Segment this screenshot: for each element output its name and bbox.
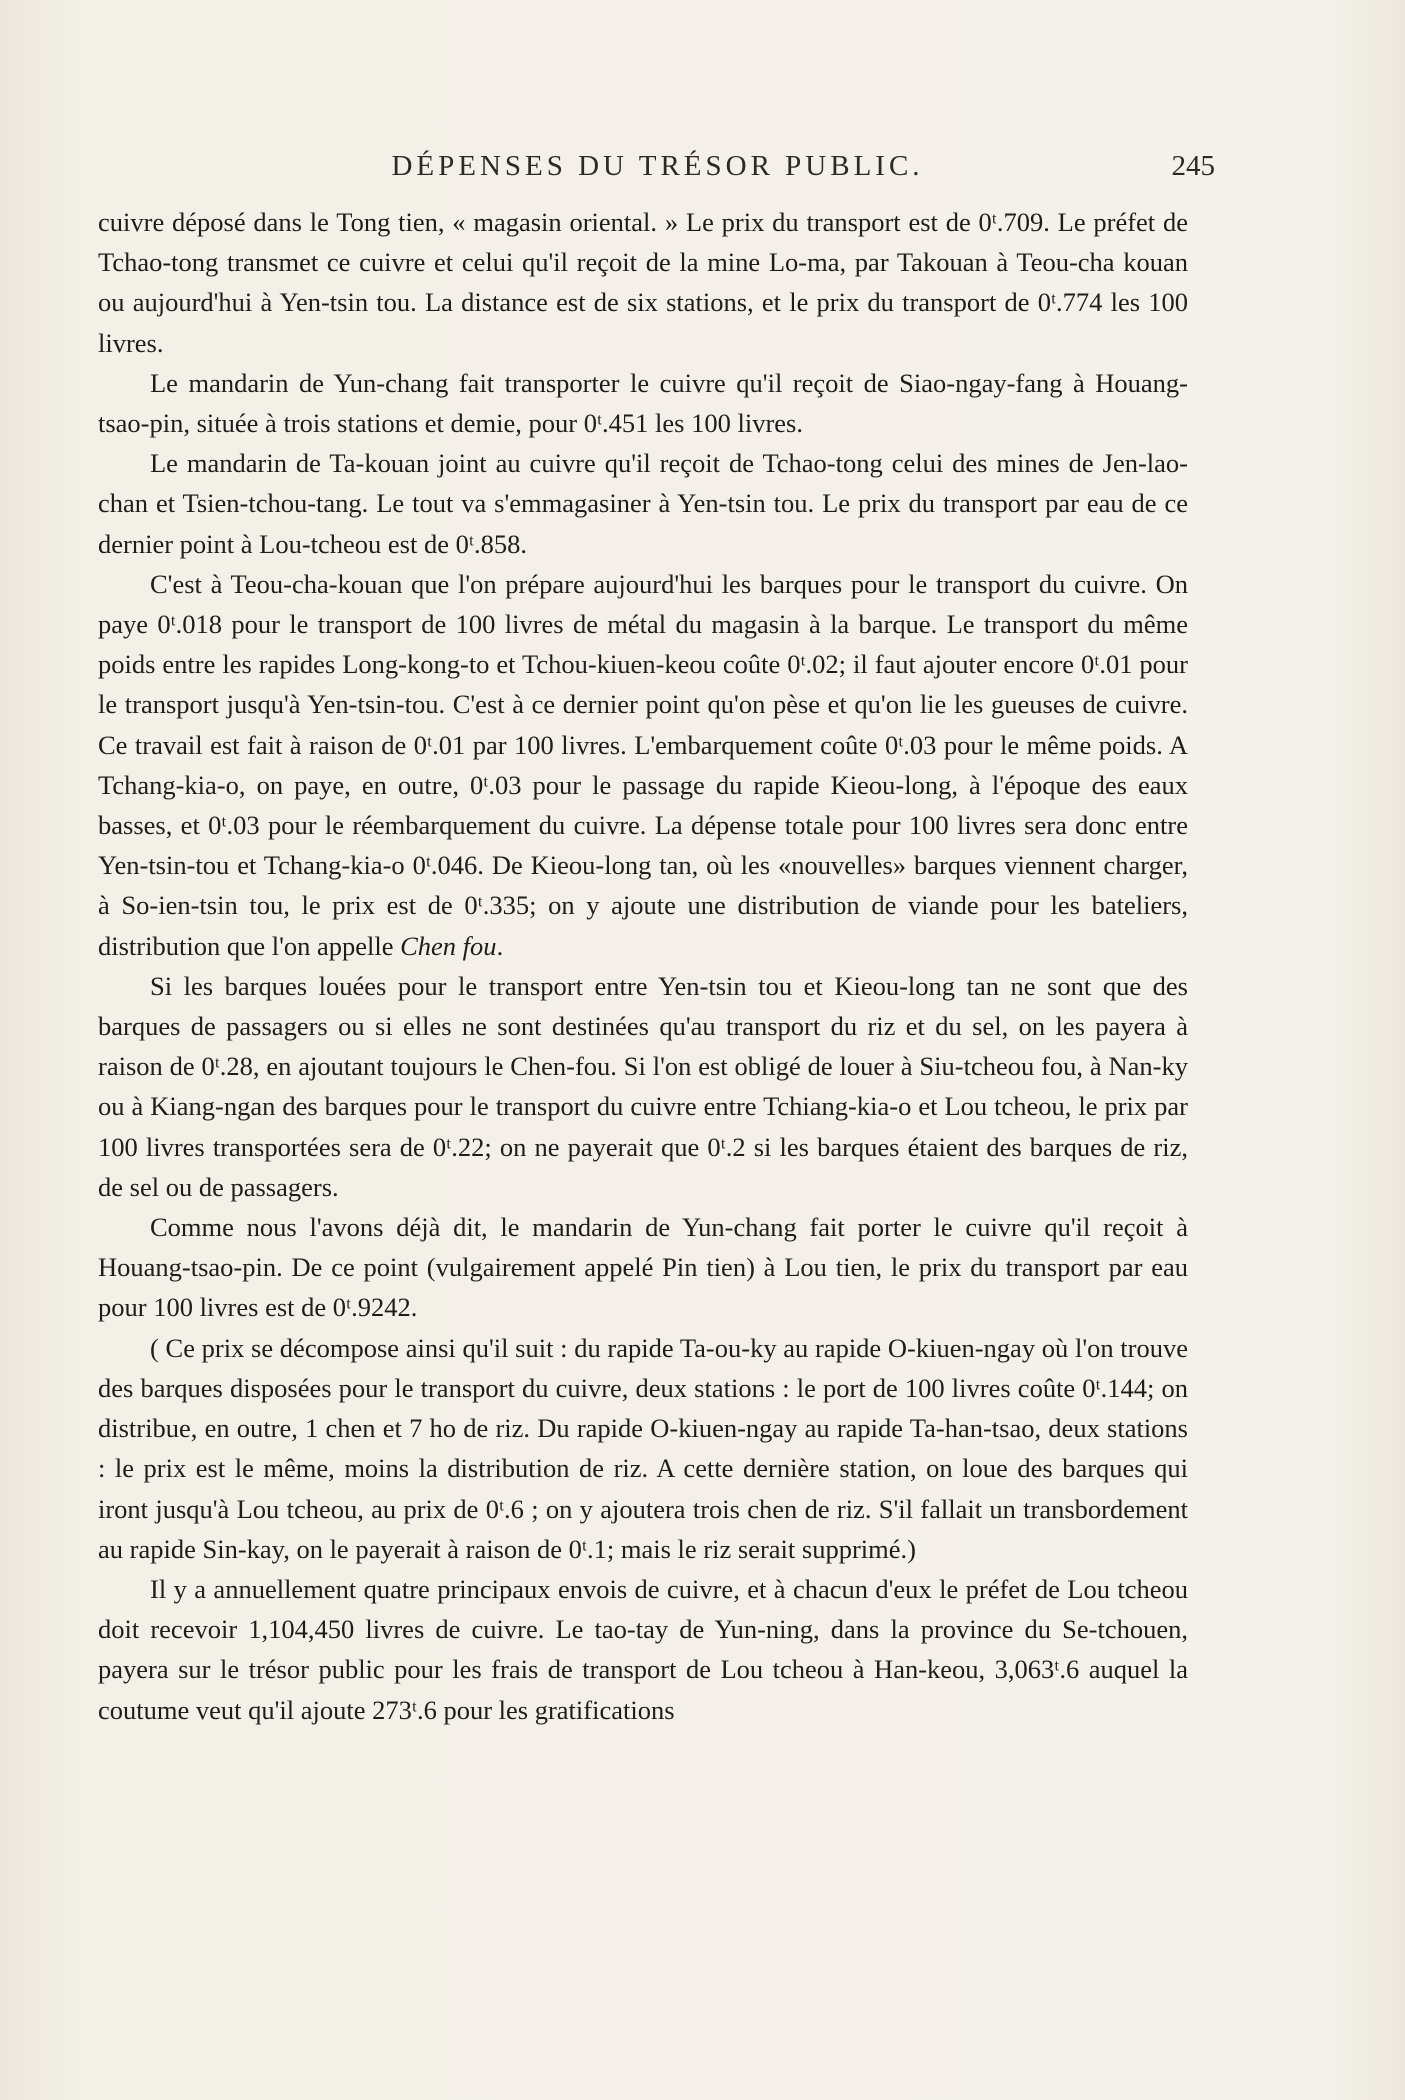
paragraph-4 [98, 564, 1188, 966]
body-text [98, 202, 1188, 1730]
page-number: 245 [1171, 150, 1215, 182]
paragraph-7: ( Ce prix se décompose ainsi qu'il suit : du rapide Ta-ou-ky au rapide O-kiuen-ngay où l'on trouve des barques disposées pour le transport du cuivre, deux stations : le port de 100 livres coûte 0ᵗ.144; on distribue, en outre, 1 chen et 7 ho de riz. Du rapide O-kiuen-ngay au rapide Ta-han-tsao, deux stations : le prix est le même, moins la distribution de riz. A cette dernière station, on loue des barques qui iront jusqu'à Lou tcheou, au prix de 0ᵗ.6 ; on y ajoutera trois chen de riz. S'il fallait un transbordement au rapide Sin-kay, on le payerait à raison de 0ᵗ.1; mais le riz serait supprimé.) [98, 1332, 1188, 1564]
paragraph-4-text: C'est à Teou-cha-kouan que l'on prépare aujourd'hui les barques pour le transport du cuivre. On paye 0ᵗ.018 pour le transport de 100 livres de métal du magasin à la barque. Le transport du même poids entre les rapides Long-kong-to et Tchou-kiuen-keou coûte 0ᵗ.02; il faut ajouter encore 0ᵗ.01 pour le transport jusqu'à Yen-tsin-tou. C'est à ce dernier point qu'on pèse et qu'on lie les gueuses de cuivre. Ce travail est fait à raison de 0ᵗ.01 par 100 livres. L'embarquement coûte 0ᵗ.03 pour le même poids. A Tchang-kia-o, on paye, en outre, 0ᵗ.03 pour le passage du rapide Kieou-long, à l'époque des eaux basses, et 0ᵗ.03 pour le réembarquement du cuivre. La dépense totale pour 100 livres sera donc entre Yen-tsin-tou et Tchang-kia-o 0ᵗ.046. De Kieou-long tan, où les «nouvelles» barques viennent charger, à So-ien-tsin tou, le prix est de 0ᵗ.335; on y ajoute une distribution de viande pour les bateliers, distribution que l'on appelle [98, 568, 1188, 961]
paragraph-5: Si les barques louées pour le transport entre Yen-tsin tou et Kieou-long tan ne sont que des barques de passagers ou si elles ne sont destinées qu'au transport du riz et du sel, on les payera à raison de 0ᵗ.28, en ajoutant toujours le Chen-fou. Si l'on est obligé de louer à Siu-tcheou fou, à Nan-ky ou à Kiang-ngan des barques pour le transport du cuivre entre Tchiang-kia-o et Lou tcheou, le prix par 100 livres transportées sera de 0ᵗ.22; on ne payerait que 0ᵗ.2 si les barques étaient des barques de riz, de sel ou de passagers. [98, 970, 1188, 1202]
paragraph-8: Il y a annuellement quatre principaux envois de cuivre, et à chacun d'eux le préfet de Lou tcheou doit recevoir 1,104,450 livres de cuivre. Le tao-tay de Yun-ning, dans la province du Se-tchouen, payera sur le trésor public pour les frais de transport de Lou tcheou à Han-keou, 3,063ᵗ.6 auquel la coutume veut qu'il ajoute 273ᵗ.6 pour les gratifications [98, 1573, 1188, 1725]
page-header [100, 150, 1215, 190]
running-head: DÉPENSES DU TRÉSOR PUBLIC. [391, 150, 924, 182]
paragraph-2: Le mandarin de Yun-chang fait transporter le cuivre qu'il reçoit de Siao-ngay-fang à Houang-tsao-pin, située à trois stations et demie, pour 0ᵗ.451 les 100 livres. [98, 367, 1188, 439]
paragraph-1: cuivre déposé dans le Tong tien, « magasin oriental. » Le prix du transport est de 0ᵗ.709. Le préfet de Tchao-tong transmet ce cuivre et celui qu'il reçoit de la mine Lo-ma, par Takouan à Teou-cha kouan ou aujourd'hui à Yen-tsin tou. La distance est de six stations, et le prix du transport de 0ᵗ.774 les 100 livres. [98, 207, 1188, 358]
paragraph-6: Comme nous l'avons déjà dit, le mandarin de Yun-chang fait porter le cuivre qu'il reçoit à Houang-tsao-pin. De ce point (vulgairement appelé Pin tien) à Lou tien, le prix du transport par eau pour 100 livres est de 0ᵗ.9242. [98, 1212, 1188, 1323]
paragraph-3: Le mandarin de Ta-kouan joint au cuivre qu'il reçoit de Tchao-tong celui des mines de Jen-lao-chan et Tsien-tchou-tang. Le tout va s'emmagasiner à Yen-tsin tou. Le prix du transport par eau de ce dernier point à Lou-tcheou est de 0ᵗ.858. [98, 448, 1188, 559]
chen-fou-term: Chen fou [400, 930, 497, 961]
paragraph-4-end: . [496, 930, 504, 961]
